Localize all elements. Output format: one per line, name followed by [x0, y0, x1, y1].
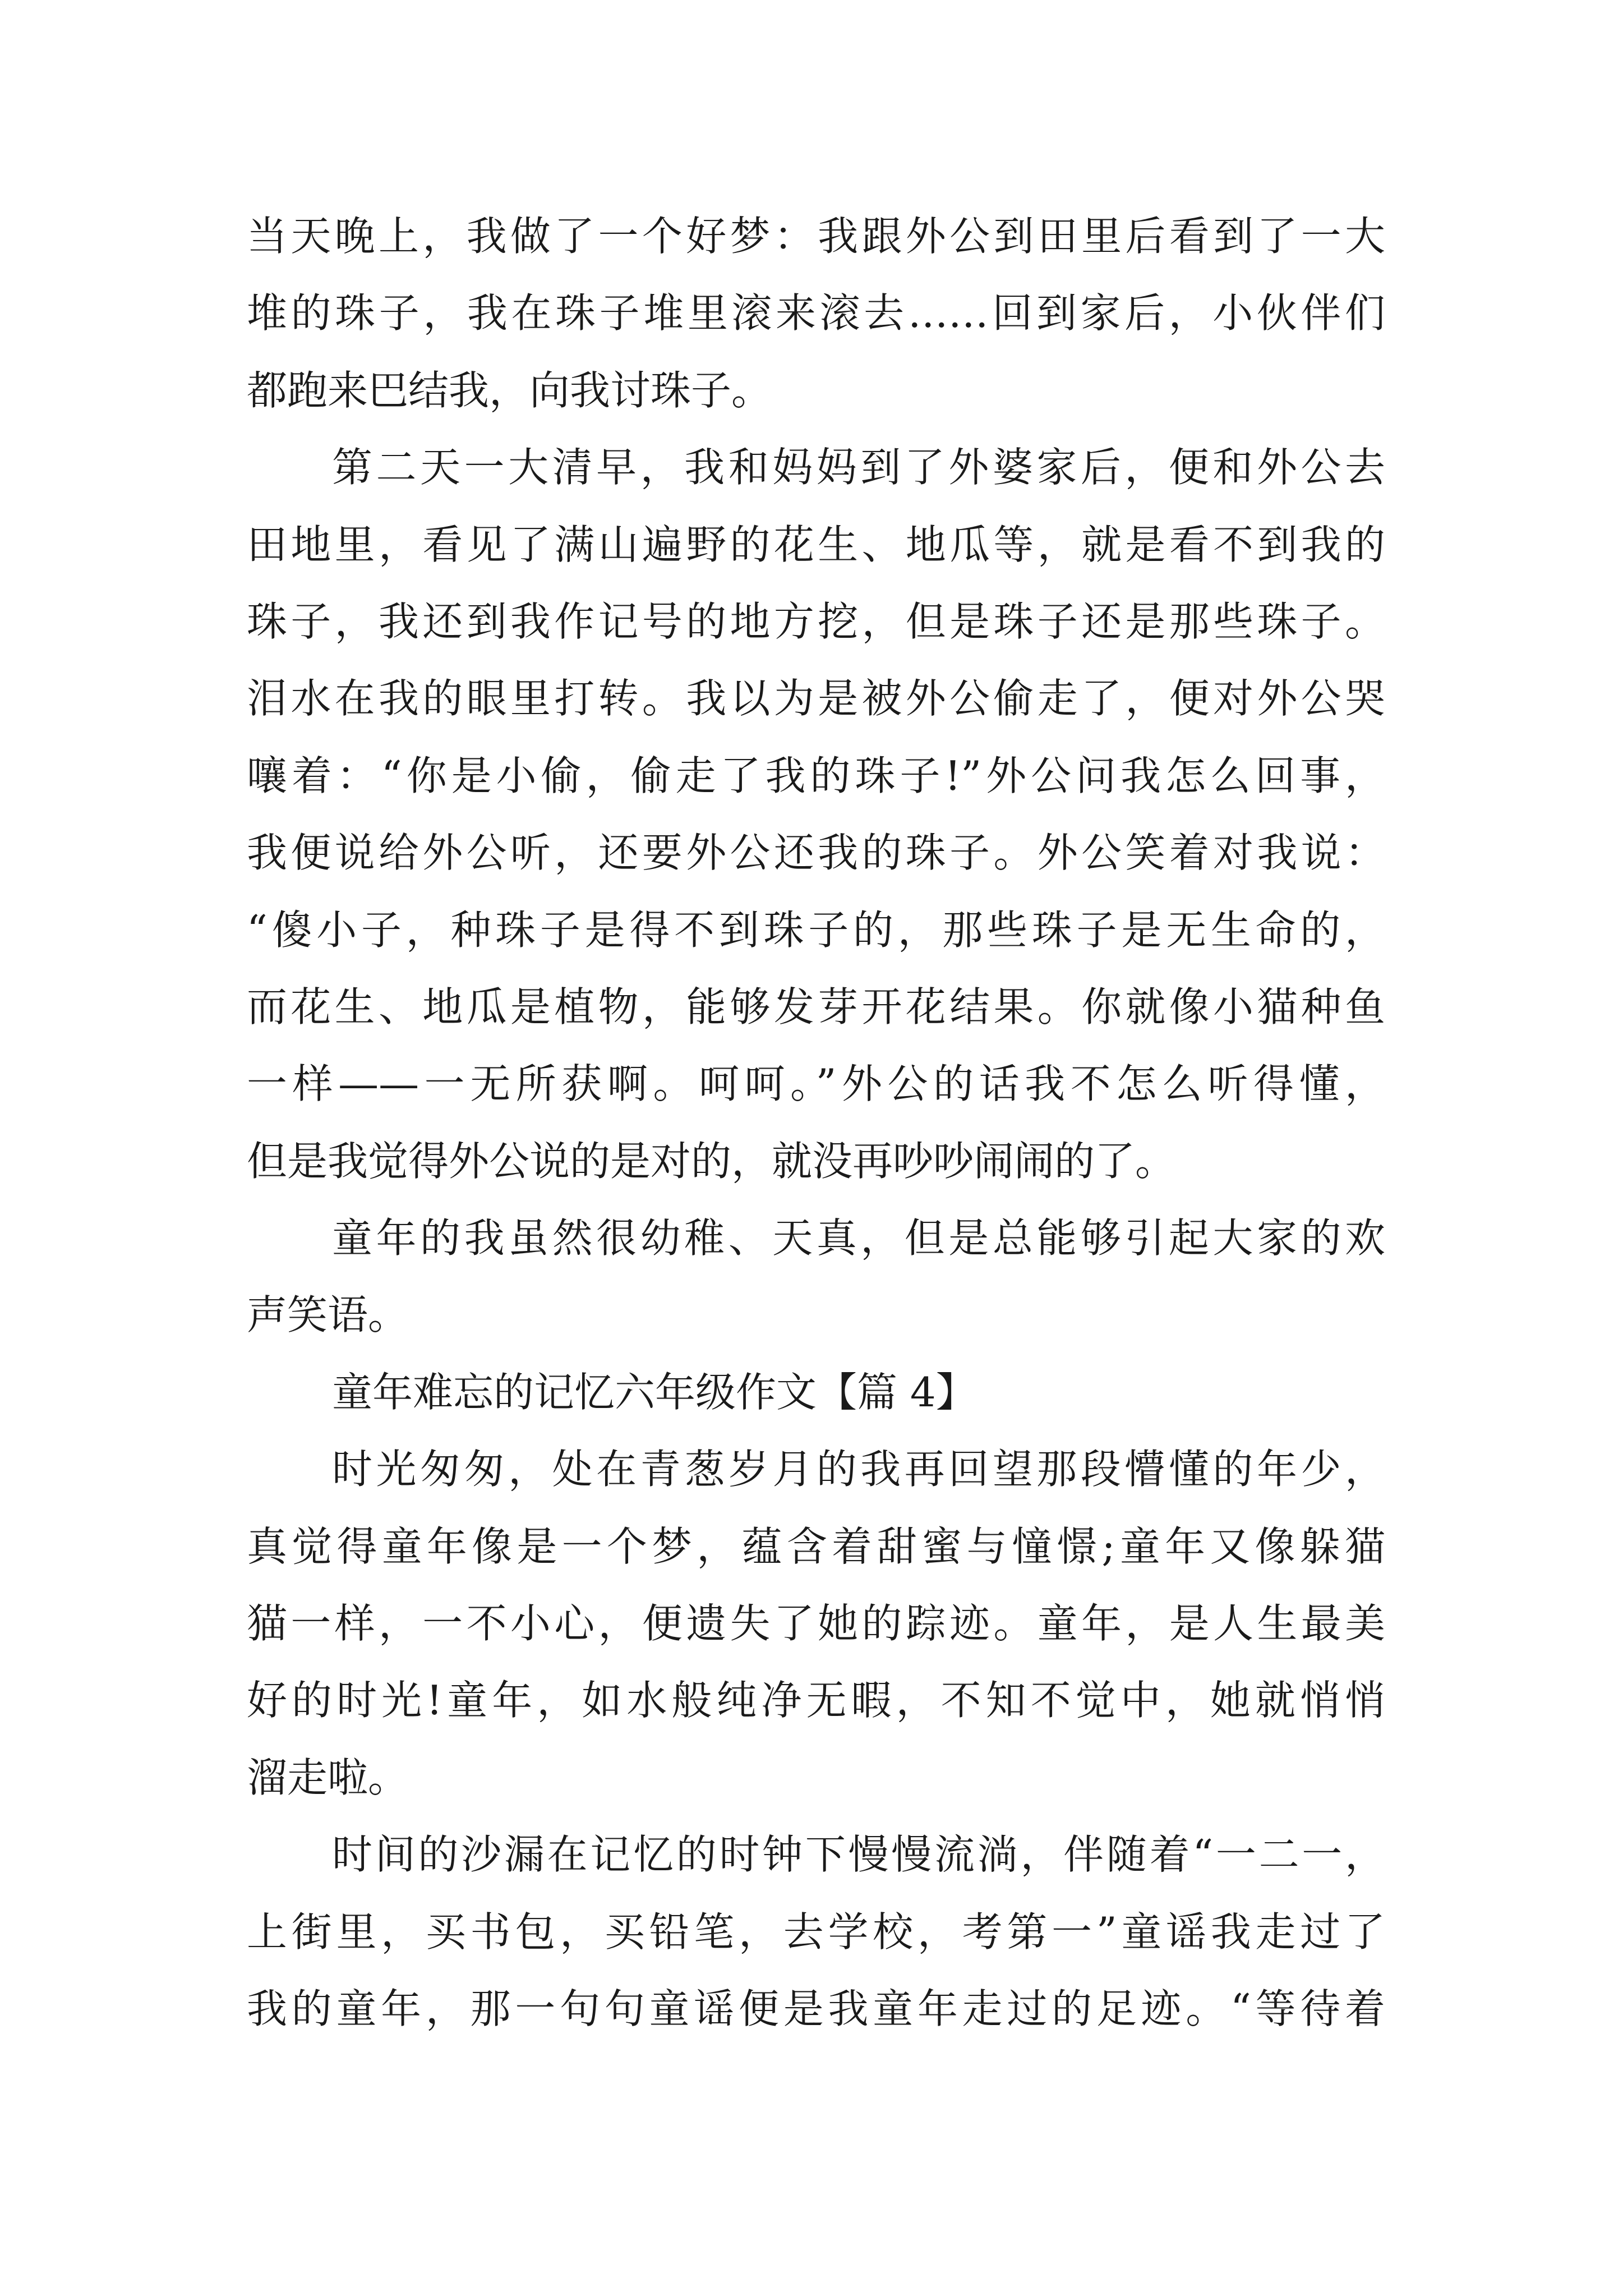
text-line: 而花生、地瓜是植物，能够发芽开花结果。你就像小猫种鱼 — [247, 983, 1385, 1030]
text-line: 泪水在我的眼里打转。我以为是被外公偷走了，便对外公哭 — [247, 675, 1385, 723]
text-line: 我的童年，那一句句童谣便是我童年走过的足迹。“等待着 — [247, 1985, 1385, 2032]
text-line: 溜走啦。 — [247, 1754, 409, 1801]
section-heading: 童年难忘的记忆六年级作文【篇 4】 — [332, 1368, 976, 1416]
text-line: 时光匆匆，处在青葱岁月的我再回望那段懵懂的年少， — [332, 1446, 1385, 1493]
text-line: 但是我觉得外公说的是对的，就没再吵吵闹闹的了。 — [247, 1137, 1176, 1185]
text-line: 声笑语。 — [247, 1291, 409, 1339]
text-line: 上街里，买书包，买铅笔，去学校，考第一”童谣我走过了 — [247, 1908, 1385, 1955]
text-line: 真觉得童年像是一个梦，蕴含着甜蜜与憧憬;童年又像躲猫 — [247, 1522, 1385, 1570]
text-line: 当天晚上，我做了一个好梦：我跟外公到田里后看到了一大 — [247, 213, 1385, 260]
text-line: 都跑来巴结我，向我讨珠子。 — [247, 366, 772, 414]
document-body — [247, 198, 1385, 2047]
text-line: 嚷着：“你是小偷，偷走了我的珠子!”外公问我怎么回事， — [247, 752, 1385, 799]
text-line: 珠子，我还到我作记号的地方挖，但是珠子还是那些珠子。 — [247, 597, 1385, 645]
text-line: 时间的沙漏在记忆的时钟下慢慢流淌，伴随着“一二一， — [332, 1831, 1385, 1879]
text-line: 第二天一大清早，我和妈妈到了外婆家后，便和外公去 — [332, 444, 1385, 491]
text-line: 猫一样，一不小心，便遗失了她的踪迹。童年，是人生最美 — [247, 1600, 1385, 1648]
text-line: “傻小子，种珠子是得不到珠子的，那些珠子是无生命的， — [247, 906, 1385, 954]
text-line: 好的时光!童年，如水般纯净无暇，不知不觉中，她就悄悄 — [247, 1677, 1385, 1724]
text-line: 一样——一无所获啊。呵呵。”外公的话我不怎么听得懂， — [247, 1060, 1385, 1108]
text-line: 田地里，看见了满山遍野的花生、地瓜等，就是看不到我的 — [247, 521, 1385, 568]
text-line: 堆的珠子，我在珠子堆里滚来滚去……回到家后，小伙伴们 — [247, 289, 1385, 337]
text-line: 我便说给外公听，还要外公还我的珠子。外公笑着对我说： — [247, 829, 1385, 877]
text-line: 童年的我虽然很幼稚、天真，但是总能够引起大家的欢 — [332, 1214, 1385, 1262]
